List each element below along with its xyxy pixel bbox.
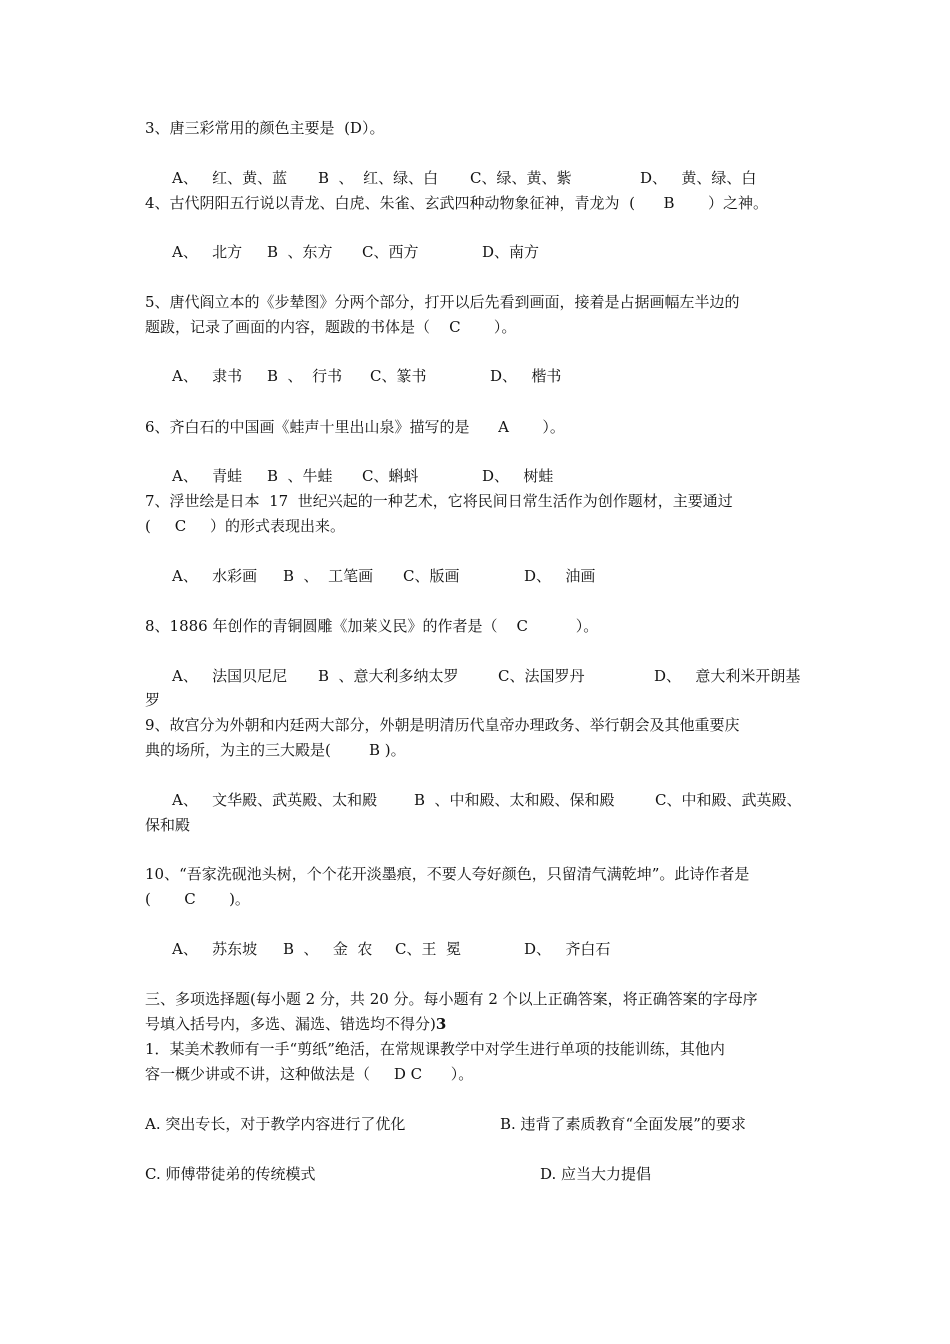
q3-option-c: C、绿、黄、紫	[470, 169, 572, 187]
q10-option-d: D、 齐白石	[524, 940, 611, 958]
q5-option-a: A、 隶书	[172, 367, 243, 385]
q9-option-c: C、中和殿、武英殿、	[655, 791, 802, 809]
q8-option-a: A、 法国贝尼尼	[172, 667, 288, 685]
section3-heading-mark: 3	[435, 1015, 447, 1033]
q4-option-d: D、南方	[482, 243, 540, 261]
q3-option-a: A、 红、黄、蓝	[172, 169, 288, 187]
q6-option-a: A、 青蛙	[172, 467, 243, 485]
q3-option-b: B 、 红、绿、白	[318, 169, 439, 187]
q5-stem-line2: 题跋，记录了画面的内容，题跋的书体是（ C ）。	[145, 318, 517, 336]
q10-option-b: B 、 金 农	[283, 940, 373, 958]
q9-stem-line2: 典的场所，为主的三大殿是( B )。	[145, 741, 406, 759]
q6-stem: 6、齐白石的中国画《蛙声十里出山泉》描写的是 A ）。	[145, 418, 565, 436]
q10-stem-line2: ( C )。	[145, 890, 250, 908]
q6-option-c: C、蝌蚪	[362, 467, 419, 485]
q7-option-b: B 、 工笔画	[283, 567, 374, 585]
q8-stem: 8、1886 年创作的青铜圆雕《加莱义民》的作者是（ C ）。	[145, 617, 599, 635]
q8-option-c: C、法国罗丹	[498, 667, 585, 685]
q6-option-b: B 、牛蛙	[267, 467, 333, 485]
m1-option-b: B. 违背了素质教育“全面发展”的要求	[500, 1115, 746, 1133]
m1-option-a: A. 突出专长，对于教学内容进行了优化	[145, 1115, 406, 1133]
q8-option-b: B 、意大利多纳太罗	[318, 667, 459, 685]
q9-option-c-continued: 保和殿	[145, 816, 191, 834]
q4-option-c: C、西方	[362, 243, 419, 261]
q9-option-b: B 、中和殿、太和殿、保和殿	[414, 791, 615, 809]
m1-stem-line2: 容一概少讲或不讲，这种做法是（ D C ）。	[145, 1065, 474, 1083]
q4-option-a: A、 北方	[172, 243, 243, 261]
q5-stem-line1: 5、唐代阎立本的《步辇图》分两个部分，打开以后先看到画面，接着是占据画幅左半边的	[145, 293, 740, 311]
q6-option-d: D、 树蛙	[482, 467, 554, 485]
q5-option-d: D、 楷书	[490, 367, 562, 385]
q8-option-d-continued: 罗	[145, 691, 161, 709]
q4-option-b: B 、东方	[267, 243, 333, 261]
q3-option-d: D、 黄、绿、白	[640, 169, 757, 187]
q9-option-a: A、 文华殿、武英殿、太和殿	[172, 791, 378, 809]
section3-heading-line1: 三、多项选择题(每小题 2 分，共 20 分。每小题有 2 个以上正确答案，将正确答案的字母序	[145, 990, 758, 1008]
q9-stem-line1: 9、故宫分为外朝和内廷两大部分，外朝是明清历代皇帝办理政务、举行朝会及其他重要庆	[145, 716, 740, 734]
q7-option-d: D、 油画	[524, 567, 596, 585]
q7-option-c: C、版画	[403, 567, 460, 585]
q7-stem-line1: 7、浮世绘是日本 17 世纪兴起的一种艺术，它将民间日常生活作为创作题材，主要通过	[145, 492, 733, 510]
section3-heading-line2	[145, 1014, 446, 1034]
q3-stem: 3、唐三彩常用的颜色主要是 (D）。	[145, 119, 385, 137]
m1-stem-line1: 1．某美术教师有一手“剪纸”绝活，在常规课教学中对学生进行单项的技能训练，其他内	[145, 1040, 725, 1058]
q10-stem-line1: 10、“吾家洗砚池头树，个个花开淡墨痕，不要人夸好颜色，只留清气满乾坤”。此诗作者是	[145, 865, 750, 883]
m1-option-d: D. 应当大力提倡	[540, 1165, 652, 1183]
q7-option-a: A、 水彩画	[172, 567, 258, 585]
q5-option-b: B 、 行书	[267, 367, 343, 385]
section3-heading-text: 号填入括号内，多选、漏选、错选均不得分)	[145, 1015, 436, 1033]
q7-stem-line2: ( C ）的形式表现出来。	[145, 517, 346, 535]
m1-option-c: C. 师傅带徒弟的传统模式	[145, 1165, 316, 1183]
q8-option-d: D、 意大利米开朗基	[654, 667, 801, 685]
q10-option-a: A、 苏东坡	[172, 940, 258, 958]
q10-option-c: C、王 冕	[395, 940, 462, 958]
q4-stem: 4、古代阴阳五行说以青龙、白虎、朱雀、玄武四种动物象征神，青龙为 ( B ）之神。	[145, 194, 768, 212]
q5-option-c: C、篆书	[370, 367, 427, 385]
